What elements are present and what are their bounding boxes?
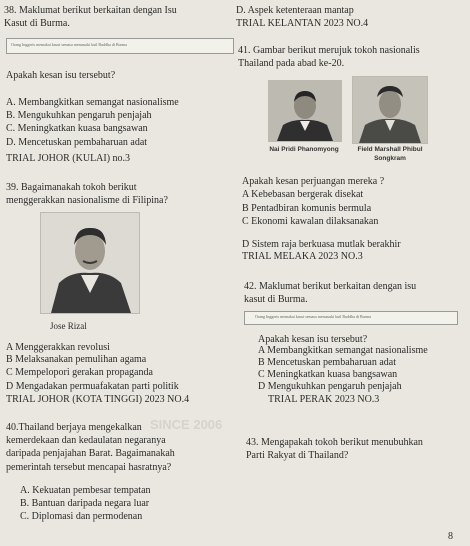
phibul-caption-line2: Songkram: [374, 155, 406, 162]
q39-option-a[interactable]: A Menggerakkan revolusi: [6, 342, 110, 353]
q38-stem-line2: Kasut di Burma.: [4, 18, 70, 29]
q38-option-d[interactable]: D. Mencetuskan pembaharuan adat: [6, 137, 148, 148]
q42-stem-line2: kasut di Burma.: [244, 294, 308, 305]
q37-option-d[interactable]: D. Aspek ketenteraan mantap: [236, 5, 354, 16]
q38-question: Apakah kesan isu tersebut?: [6, 70, 116, 81]
q40-option-b[interactable]: B. Bantuan daripada negara luar: [20, 498, 150, 509]
q38-source: TRIAL JOHOR (KULAI) no.3: [6, 153, 131, 164]
q37-source: TRIAL KELANTAN 2023 NO.4: [236, 18, 369, 29]
q42-option-d[interactable]: D Mengukuhkan pengaruh penjajah: [258, 381, 402, 392]
q38-stem-line1: 38. Maklumat berikut berkaitan dengan Isu: [4, 5, 177, 16]
q38-info-box: [6, 38, 234, 54]
pridi-portrait: [268, 80, 342, 142]
q42-info-box: [244, 311, 458, 325]
q41-option-c[interactable]: C Ekonomi kawalan dilaksanakan: [242, 216, 379, 227]
q39-source: TRIAL JOHOR (KOTA TINGGI) 2023 NO.4: [6, 394, 190, 405]
watermark-text: SINCE 2006: [150, 417, 223, 432]
q40-stem-line3: daripada penjajahan Barat. Bagaimanakah: [6, 448, 175, 459]
q41-option-a[interactable]: A Kebebasan bergerak disekat: [242, 189, 364, 200]
phibul-portrait: [352, 76, 428, 144]
q38-option-b[interactable]: B. Mengukuhkan pengaruh penjajah: [6, 110, 152, 121]
q39-stem-line2: menggerakkan nasionalisme di Filipina?: [6, 195, 168, 206]
q39-option-d[interactable]: D Mengadakan permuafakatan parti politik: [6, 381, 179, 392]
q39-option-b[interactable]: B Melaksanakan pemulihan agama: [6, 354, 147, 365]
q39-stem-line1: 39. Bagaimanakah tokoh berikut: [6, 182, 137, 193]
q42-option-c[interactable]: C Meningkatkan kuasa bangsawan: [258, 369, 398, 380]
q43-stem-line1: 43. Mengapakah tokoh berikut menubuhkan: [246, 437, 423, 448]
q40-option-a[interactable]: A. Kekuatan pembesar tempatan: [20, 485, 151, 496]
phibul-caption-line1: Field Marshall Phibul: [357, 146, 423, 153]
q39-option-c[interactable]: C Mempelopori gerakan propaganda: [6, 367, 153, 378]
q42-option-b[interactable]: B Mencetuskan pembaharuan adat: [258, 357, 397, 368]
q40-stem-line2: kemerdekaan dan kedaulatan negaranya: [6, 435, 166, 446]
q40-option-c[interactable]: C. Diplomasi dan permodenan: [20, 511, 143, 522]
q41-question: Apakah kesan perjuangan mereka ?: [242, 176, 385, 187]
q40-stem-line1: 40.Thailand berjaya mengekalkan: [6, 422, 142, 433]
q42-source: TRIAL PERAK 2023 NO.3: [268, 394, 380, 405]
q38-option-a[interactable]: A. Membangkitkan semangat nasionalisme: [6, 97, 179, 108]
q42-option-a[interactable]: A Membangkitkan semangat nasionalisme: [258, 345, 428, 356]
q42-info-text: Orang Inggeris memakai kasut semasa memasuki kuil Buddha di Burma: [255, 314, 371, 319]
q42-stem-line1: 42. Maklumat berikut berkaitan dengan isu: [244, 281, 417, 292]
q41-stem-line1: 41. Gambar berikut merujuk tokoh nasionalis: [238, 45, 420, 56]
q43-stem-line2: Parti Rakyat di Thailand?: [246, 450, 349, 461]
q40-stem-line4: pemerintah tersebut mencapai hasratnya?: [6, 462, 172, 473]
q42-question: Apakah kesan isu tersebut?: [258, 334, 368, 345]
pridi-caption: Nai Pridi Phanomyong: [269, 146, 339, 153]
q41-option-d[interactable]: D Sistem raja berkuasa mutlak berakhir: [242, 239, 401, 250]
q41-stem-line2: Thailand pada abad ke-20.: [238, 58, 345, 69]
q41-option-b[interactable]: B Pentadbiran komunis bermula: [242, 203, 372, 214]
q38-option-c[interactable]: C. Meningkatkan kuasa bangsawan: [6, 123, 148, 134]
jose-rizal-caption: Jose Rizal: [50, 321, 87, 331]
jose-rizal-portrait: [40, 212, 140, 314]
q41-source: TRIAL MELAKA 2023 NO.3: [242, 251, 363, 262]
page-number: 8: [448, 531, 453, 542]
q38-info-text: Orang Inggeris memakai kasut semasa memasuki kuil Buddha di Burma: [11, 42, 127, 47]
